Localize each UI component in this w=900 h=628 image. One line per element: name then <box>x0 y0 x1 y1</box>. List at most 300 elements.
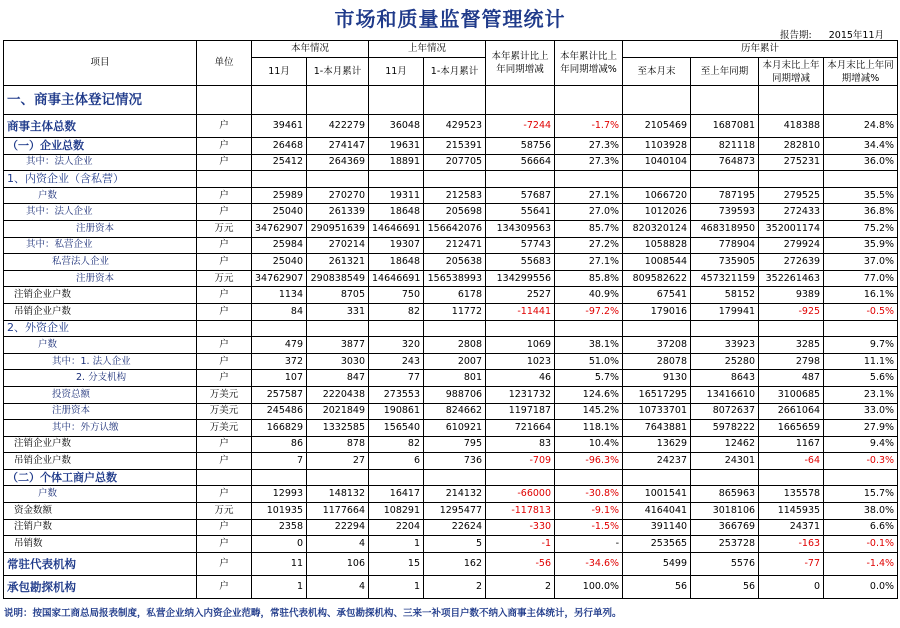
cell-value: 56 <box>623 575 691 598</box>
period-value: 2015年11月 <box>828 30 884 41</box>
cell-value: 35.5% <box>824 187 898 204</box>
cell-value: 86 <box>252 436 307 453</box>
cell-value: 272433 <box>759 204 824 221</box>
cell-value: 468318950 <box>691 220 759 237</box>
cell-value: 1001541 <box>623 486 691 503</box>
table-row <box>4 403 898 420</box>
cell-value: 739593 <box>691 204 759 221</box>
cell-value: 487 <box>759 370 824 387</box>
cell-value: 67541 <box>623 287 691 304</box>
cell-value: -9.1% <box>555 503 623 520</box>
row-unit: 万元 <box>197 220 252 237</box>
cell-value: 721664 <box>486 420 555 437</box>
header-history: 历年累计 <box>623 41 898 58</box>
cell-value: 2007 <box>424 353 486 370</box>
cell-value: 1167 <box>759 436 824 453</box>
row-label: （二）个体工商户总数 <box>4 469 197 486</box>
table-row <box>4 220 898 237</box>
cell-value: 275231 <box>759 154 824 171</box>
cell-value: 40.9% <box>555 287 623 304</box>
row-label: 注销企业户数 <box>4 436 197 453</box>
cell-value: 245486 <box>252 403 307 420</box>
cell-value: 821118 <box>691 138 759 155</box>
cell-value: 6 <box>369 453 424 470</box>
cell-value: 22624 <box>424 519 486 536</box>
cell-value: 13629 <box>623 436 691 453</box>
row-label: 2. 分支机构 <box>4 370 197 387</box>
row-label: 其中：私营企业 <box>4 237 197 254</box>
cell-value: 253565 <box>623 536 691 553</box>
cell-value: 35.9% <box>824 237 898 254</box>
cell-value: 26468 <box>252 138 307 155</box>
row-label: 投资总额 <box>4 386 197 403</box>
row-label: 其中：外方认缴 <box>4 420 197 437</box>
table-row <box>4 337 898 354</box>
cell-value: 5978222 <box>691 420 759 437</box>
cell-value: 429523 <box>424 115 486 138</box>
cell-value: 736 <box>424 453 486 470</box>
cell-value: 1 <box>252 575 307 598</box>
header-end-change: 本月末比上年同期增减 <box>759 58 824 86</box>
cell-value: 179016 <box>623 303 691 320</box>
cell-value <box>759 320 824 337</box>
row-unit: 户 <box>197 575 252 598</box>
cell-value: 24237 <box>623 453 691 470</box>
cell-value: 2527 <box>486 287 555 304</box>
cell-value: 215391 <box>424 138 486 155</box>
cell-value: 9389 <box>759 287 824 304</box>
statistics-table <box>3 40 898 599</box>
cell-value: 418388 <box>759 115 824 138</box>
cell-value <box>424 469 486 486</box>
cell-value: 23.1% <box>824 386 898 403</box>
footnote: 说明：按国家工商总局报表制度，私营企业纳入内资企业范畴，常驻代表机构、承包勘探机构、三来一补项目户数不纳入商事主体统计，另行单列。 <box>4 608 622 619</box>
cell-value: 4164041 <box>623 503 691 520</box>
cell-value <box>555 469 623 486</box>
cell-value: 27.3% <box>555 154 623 171</box>
cell-value: 190861 <box>369 403 424 420</box>
cell-value: 36048 <box>369 115 424 138</box>
cell-value: 85.7% <box>555 220 623 237</box>
cell-value: 33923 <box>691 337 759 354</box>
table-row <box>4 353 898 370</box>
cell-value: 3285 <box>759 337 824 354</box>
cell-value <box>691 320 759 337</box>
cell-value: 988706 <box>424 386 486 403</box>
cell-value <box>307 171 369 188</box>
row-label: 商事主体总数 <box>4 115 197 138</box>
cell-value: 764873 <box>691 154 759 171</box>
table-row <box>4 420 898 437</box>
cell-value <box>759 469 824 486</box>
cell-value: 391140 <box>623 519 691 536</box>
row-unit: 户 <box>197 353 252 370</box>
cell-value: 1134 <box>252 287 307 304</box>
cell-value: 56 <box>691 575 759 598</box>
row-unit: 户 <box>197 138 252 155</box>
cell-value: 5 <box>424 536 486 553</box>
cell-value <box>824 469 898 486</box>
cell-value: 106 <box>307 552 369 575</box>
cell-value: 0 <box>252 536 307 553</box>
cell-value: 135578 <box>759 486 824 503</box>
table-row <box>4 115 898 138</box>
cell-value <box>555 171 623 188</box>
cell-value: 1103928 <box>623 138 691 155</box>
cell-value: 2 <box>424 575 486 598</box>
row-label: 吊销企业户数 <box>4 453 197 470</box>
cell-value: 2661064 <box>759 403 824 420</box>
cell-value <box>555 320 623 337</box>
cell-value: 0 <box>759 575 824 598</box>
report-title: 市场和质量监督管理统计 <box>334 7 566 31</box>
cell-value: 19311 <box>369 187 424 204</box>
table-row <box>4 386 898 403</box>
row-unit: 户 <box>197 436 252 453</box>
table-row <box>4 503 898 520</box>
row-unit: 户 <box>197 254 252 271</box>
cell-value: 257587 <box>252 386 307 403</box>
cell-value: 4 <box>307 536 369 553</box>
row-unit <box>197 320 252 337</box>
cell-value: 274147 <box>307 138 369 155</box>
cell-value: 212471 <box>424 237 486 254</box>
row-unit: 户 <box>197 337 252 354</box>
row-unit: 户 <box>197 287 252 304</box>
cell-value: 12993 <box>252 486 307 503</box>
cell-value: -64 <box>759 453 824 470</box>
cell-value: 11.1% <box>824 353 898 370</box>
cell-value: 205698 <box>424 204 486 221</box>
cell-value: 19631 <box>369 138 424 155</box>
cell-value: 2798 <box>759 353 824 370</box>
cell-value: 735905 <box>691 254 759 271</box>
row-unit <box>197 469 252 486</box>
cell-value: 24301 <box>691 453 759 470</box>
cell-value: 610921 <box>424 420 486 437</box>
cell-value <box>623 86 691 115</box>
cell-value: 134299556 <box>486 270 555 287</box>
cell-value: 212583 <box>424 187 486 204</box>
cell-value: 27.1% <box>555 254 623 271</box>
cell-value: 2220438 <box>307 386 369 403</box>
cell-value: 27.3% <box>555 138 623 155</box>
row-label: 注销企业户数 <box>4 287 197 304</box>
cell-value: 8072637 <box>691 403 759 420</box>
row-unit <box>197 171 252 188</box>
row-label: 注册资本 <box>4 270 197 287</box>
cell-value: 2808 <box>424 337 486 354</box>
cell-value: 1145935 <box>759 503 824 520</box>
cell-value <box>307 469 369 486</box>
table-row <box>4 187 898 204</box>
cell-value: 25040 <box>252 254 307 271</box>
cell-value: 75.2% <box>824 220 898 237</box>
cell-value: 1008544 <box>623 254 691 271</box>
cell-value <box>369 469 424 486</box>
cell-value: 1 <box>369 575 424 598</box>
cell-value: 85.8% <box>555 270 623 287</box>
row-label: 户数 <box>4 486 197 503</box>
cell-value: 1058828 <box>623 237 691 254</box>
cell-value: 2021849 <box>307 403 369 420</box>
cell-value: 1012026 <box>623 204 691 221</box>
cell-value: 272639 <box>759 254 824 271</box>
cell-value: 1023 <box>486 353 555 370</box>
cell-value <box>555 86 623 115</box>
cell-value <box>369 86 424 115</box>
cell-value: 9.4% <box>824 436 898 453</box>
cell-value: 0.0% <box>824 575 898 598</box>
cell-value: -0.3% <box>824 453 898 470</box>
cell-value: 1066720 <box>623 187 691 204</box>
cell-value: 261339 <box>307 204 369 221</box>
cell-value: 24.8% <box>824 115 898 138</box>
table-row <box>4 154 898 171</box>
row-label: 注册资本 <box>4 220 197 237</box>
cell-value: 28078 <box>623 353 691 370</box>
cell-value: 7643881 <box>623 420 691 437</box>
cell-value <box>824 171 898 188</box>
cell-value: -1.5% <box>555 519 623 536</box>
cell-value: 56664 <box>486 154 555 171</box>
header-ytd-change-pct: 本年累计比上年同期增减% <box>555 41 623 86</box>
cell-value: 801 <box>424 370 486 387</box>
cell-value: 15.7% <box>824 486 898 503</box>
cell-value: -1.7% <box>555 115 623 138</box>
cell-value: 264369 <box>307 154 369 171</box>
cell-value: 15 <box>369 552 424 575</box>
cell-value: 77.0% <box>824 270 898 287</box>
cell-value: 1687081 <box>691 115 759 138</box>
row-label: 户数 <box>4 187 197 204</box>
cell-value <box>252 86 307 115</box>
cell-value <box>486 469 555 486</box>
cell-value: 6.6% <box>824 519 898 536</box>
row-label: 2、外资企业 <box>4 320 197 337</box>
table-row <box>4 486 898 503</box>
cell-value: 108291 <box>369 503 424 520</box>
cell-value: 11772 <box>424 303 486 320</box>
row-unit: 户 <box>197 486 252 503</box>
table-row <box>4 575 898 598</box>
cell-value: 352261463 <box>759 270 824 287</box>
cell-value: 37.0% <box>824 254 898 271</box>
cell-value: 3877 <box>307 337 369 354</box>
table-row <box>4 270 898 287</box>
row-label: 私营法人企业 <box>4 254 197 271</box>
cell-value: 270214 <box>307 237 369 254</box>
cell-value: 34762907 <box>252 270 307 287</box>
cell-value: 38.0% <box>824 503 898 520</box>
cell-value: 37208 <box>623 337 691 354</box>
cell-value: 55641 <box>486 204 555 221</box>
cell-value: 57687 <box>486 187 555 204</box>
cell-value: 24371 <box>759 519 824 536</box>
cell-value: 36.8% <box>824 204 898 221</box>
cell-value: 1197187 <box>486 403 555 420</box>
cell-value: 58152 <box>691 287 759 304</box>
cell-value: 279525 <box>759 187 824 204</box>
cell-value: 253728 <box>691 536 759 553</box>
cell-value: 2 <box>486 575 555 598</box>
cell-value: 100.0% <box>555 575 623 598</box>
cell-value: -77 <box>759 552 824 575</box>
cell-value: 148132 <box>307 486 369 503</box>
cell-value: 243 <box>369 353 424 370</box>
cell-value: 205638 <box>424 254 486 271</box>
cell-value: 82 <box>369 303 424 320</box>
cell-value: 847 <box>307 370 369 387</box>
cell-value: 1231732 <box>486 386 555 403</box>
row-label: 户数 <box>4 337 197 354</box>
cell-value: -66000 <box>486 486 555 503</box>
cell-value: 1040104 <box>623 154 691 171</box>
cell-value: -709 <box>486 453 555 470</box>
row-unit: 户 <box>197 453 252 470</box>
cell-value: 352001174 <box>759 220 824 237</box>
row-label: 吊销企业户数 <box>4 303 197 320</box>
report-period <box>766 27 884 41</box>
cell-value: 2204 <box>369 519 424 536</box>
cell-value: 27.1% <box>555 187 623 204</box>
row-label: 1、内资企业（含私营） <box>4 171 197 188</box>
cell-value: 273553 <box>369 386 424 403</box>
cell-value: 10.4% <box>555 436 623 453</box>
cell-value <box>759 86 824 115</box>
cell-value: 778904 <box>691 237 759 254</box>
cell-value: 1295477 <box>424 503 486 520</box>
cell-value: 156642076 <box>424 220 486 237</box>
row-label: （一）企业总数 <box>4 138 197 155</box>
header-item: 项目 <box>4 41 197 86</box>
cell-value <box>691 469 759 486</box>
table-row <box>4 303 898 320</box>
cell-value: 34762907 <box>252 220 307 237</box>
cell-value: 16417 <box>369 486 424 503</box>
cell-value: -97.2% <box>555 303 623 320</box>
cell-value: 282810 <box>759 138 824 155</box>
header-unit: 单位 <box>197 41 252 86</box>
cell-value: 14646691 <box>369 220 424 237</box>
cell-value: - <box>555 536 623 553</box>
cell-value: 422279 <box>307 115 369 138</box>
cell-value: -7244 <box>486 115 555 138</box>
row-label: 注册资本 <box>4 403 197 420</box>
cell-value <box>307 86 369 115</box>
cell-value: -30.8% <box>555 486 623 503</box>
cell-value: 10733701 <box>623 403 691 420</box>
cell-value: -1.4% <box>824 552 898 575</box>
header-this-year: 本年情况 <box>252 41 369 58</box>
cell-value: 1177664 <box>307 503 369 520</box>
cell-value <box>252 469 307 486</box>
cell-value: 179941 <box>691 303 759 320</box>
row-label: 一、商事主体登记情况 <box>4 86 197 115</box>
cell-value: 12462 <box>691 436 759 453</box>
header-this-cum: 1-本月累计 <box>307 58 369 86</box>
cell-value: 13416610 <box>691 386 759 403</box>
cell-value: 9130 <box>623 370 691 387</box>
cell-value <box>307 320 369 337</box>
cell-value: 3018106 <box>691 503 759 520</box>
cell-value <box>424 171 486 188</box>
cell-value: 156540 <box>369 420 424 437</box>
cell-value <box>691 171 759 188</box>
cell-value: 5499 <box>623 552 691 575</box>
row-unit: 万元 <box>197 503 252 520</box>
cell-value: 16.1% <box>824 287 898 304</box>
row-unit: 万元 <box>197 270 252 287</box>
table-row <box>4 254 898 271</box>
table-row <box>4 552 898 575</box>
cell-value <box>486 320 555 337</box>
header-month-end: 至本月末 <box>623 58 691 86</box>
cell-value: 156538993 <box>424 270 486 287</box>
cell-value: 145.2% <box>555 403 623 420</box>
header-end-change-pct: 本月末比上年同期增减% <box>824 58 898 86</box>
table-row <box>4 320 898 337</box>
cell-value: 18891 <box>369 154 424 171</box>
cell-value: 25412 <box>252 154 307 171</box>
cell-value: 11 <box>252 552 307 575</box>
cell-value: 22294 <box>307 519 369 536</box>
cell-value: -117813 <box>486 503 555 520</box>
row-unit: 万美元 <box>197 386 252 403</box>
table-row <box>4 469 898 486</box>
row-unit: 户 <box>197 154 252 171</box>
cell-value: 25989 <box>252 187 307 204</box>
table-row <box>4 86 898 115</box>
row-label: 其中：1. 法人企业 <box>4 353 197 370</box>
row-unit: 户 <box>197 204 252 221</box>
cell-value: 166829 <box>252 420 307 437</box>
cell-value: 9.7% <box>824 337 898 354</box>
table-row <box>4 536 898 553</box>
cell-value: 25040 <box>252 204 307 221</box>
cell-value: 107 <box>252 370 307 387</box>
cell-value: 809582622 <box>623 270 691 287</box>
cell-value: 58756 <box>486 138 555 155</box>
row-label: 常驻代表机构 <box>4 552 197 575</box>
cell-value: 6178 <box>424 287 486 304</box>
cell-value: 83 <box>486 436 555 453</box>
cell-value: 795 <box>424 436 486 453</box>
cell-value: 5.7% <box>555 370 623 387</box>
cell-value: 1069 <box>486 337 555 354</box>
cell-value: 82 <box>369 436 424 453</box>
cell-value <box>369 171 424 188</box>
cell-value: -330 <box>486 519 555 536</box>
cell-value: 27.9% <box>824 420 898 437</box>
cell-value: -163 <box>759 536 824 553</box>
cell-value: -0.5% <box>824 303 898 320</box>
cell-value: 84 <box>252 303 307 320</box>
cell-value: 1 <box>369 536 424 553</box>
cell-value: -34.6% <box>555 552 623 575</box>
row-unit: 户 <box>197 519 252 536</box>
cell-value: 25280 <box>691 353 759 370</box>
cell-value: 25984 <box>252 237 307 254</box>
row-unit: 万美元 <box>197 403 252 420</box>
cell-value: 865963 <box>691 486 759 503</box>
row-unit: 万美元 <box>197 420 252 437</box>
row-unit: 户 <box>197 303 252 320</box>
header-last-month: 11月 <box>369 58 424 86</box>
cell-value: 279924 <box>759 237 824 254</box>
cell-value <box>252 320 307 337</box>
cell-value: 1665659 <box>759 420 824 437</box>
